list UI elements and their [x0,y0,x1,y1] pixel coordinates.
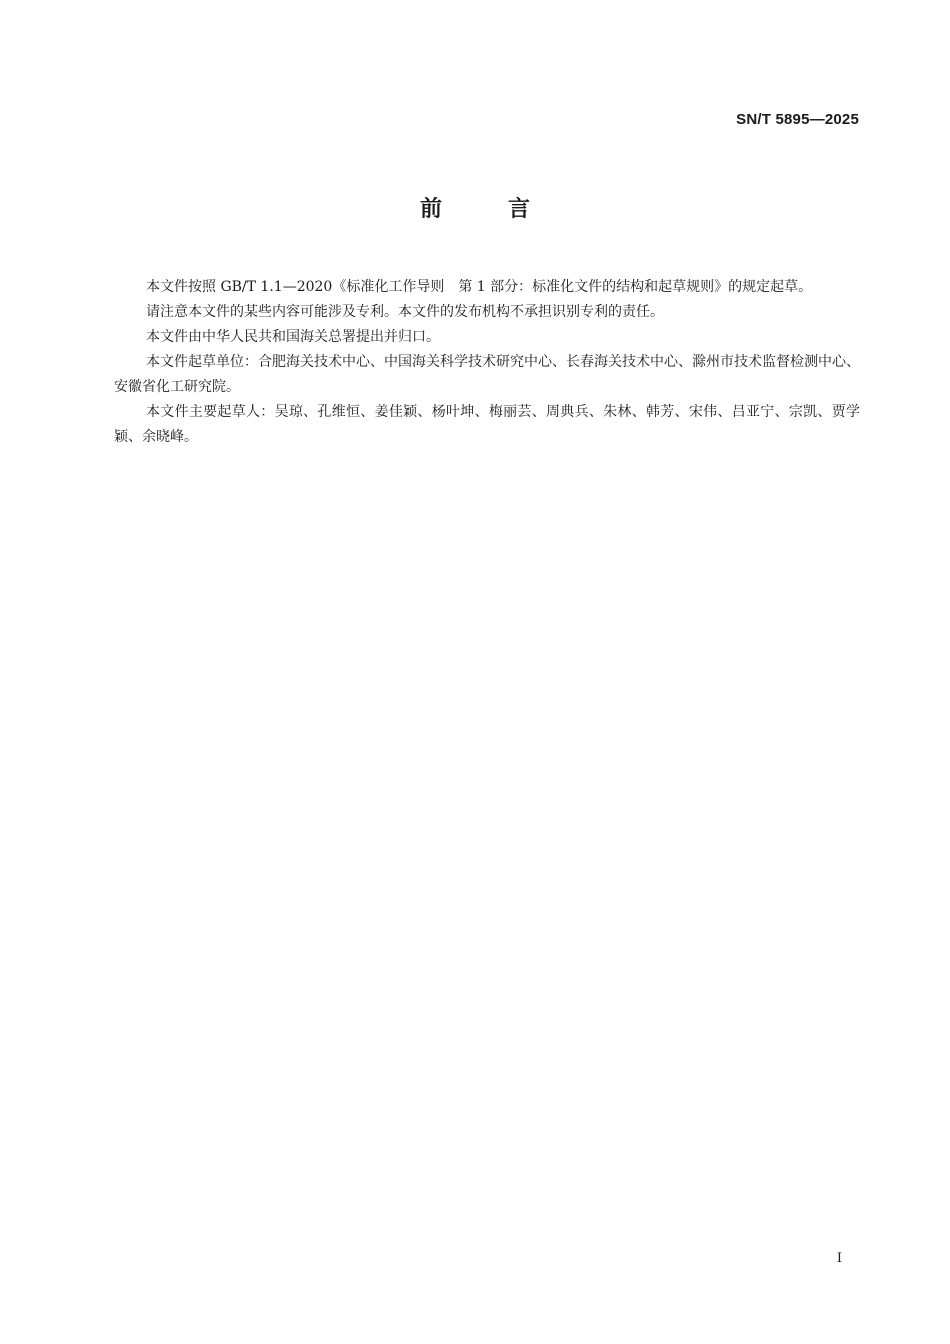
title-char-1: 前 [419,197,442,222]
page-number: I [836,1251,842,1266]
page-title [0,192,950,223]
paragraph-drafting-units: 本文件起草单位：合肥海关技术中心、中国海关科学技术研究中心、长春海关技术中心、滁州市技术监督检测中心、安徽省化工研究院。 [114,354,860,395]
title-char-2: 言 [508,197,531,222]
document-code: SN/T 5895—2025 [736,111,859,128]
paragraph-patent-notice: 请注意本文件的某些内容可能涉及专利。本文件的发布机构不承担识别专利的责任。 [146,304,664,320]
foreword-body [114,275,860,450]
paragraph-drafting-rules: 本文件按照 GB/T 1.1—2020《标准化工作导则 第 1 部分：标准化文件的结构和起草规则》的规定起草。 [146,279,813,295]
paragraph-proposer: 本文件由中华人民共和国海关总署提出并归口。 [146,329,440,345]
paragraph-drafters: 本文件主要起草人：吴琼、孔维恒、姜佳颖、杨叶坤、梅丽芸、周典兵、朱林、韩芳、宋伟、吕亚宁、宗凯、贾学颖、余晓峰。 [114,404,860,445]
